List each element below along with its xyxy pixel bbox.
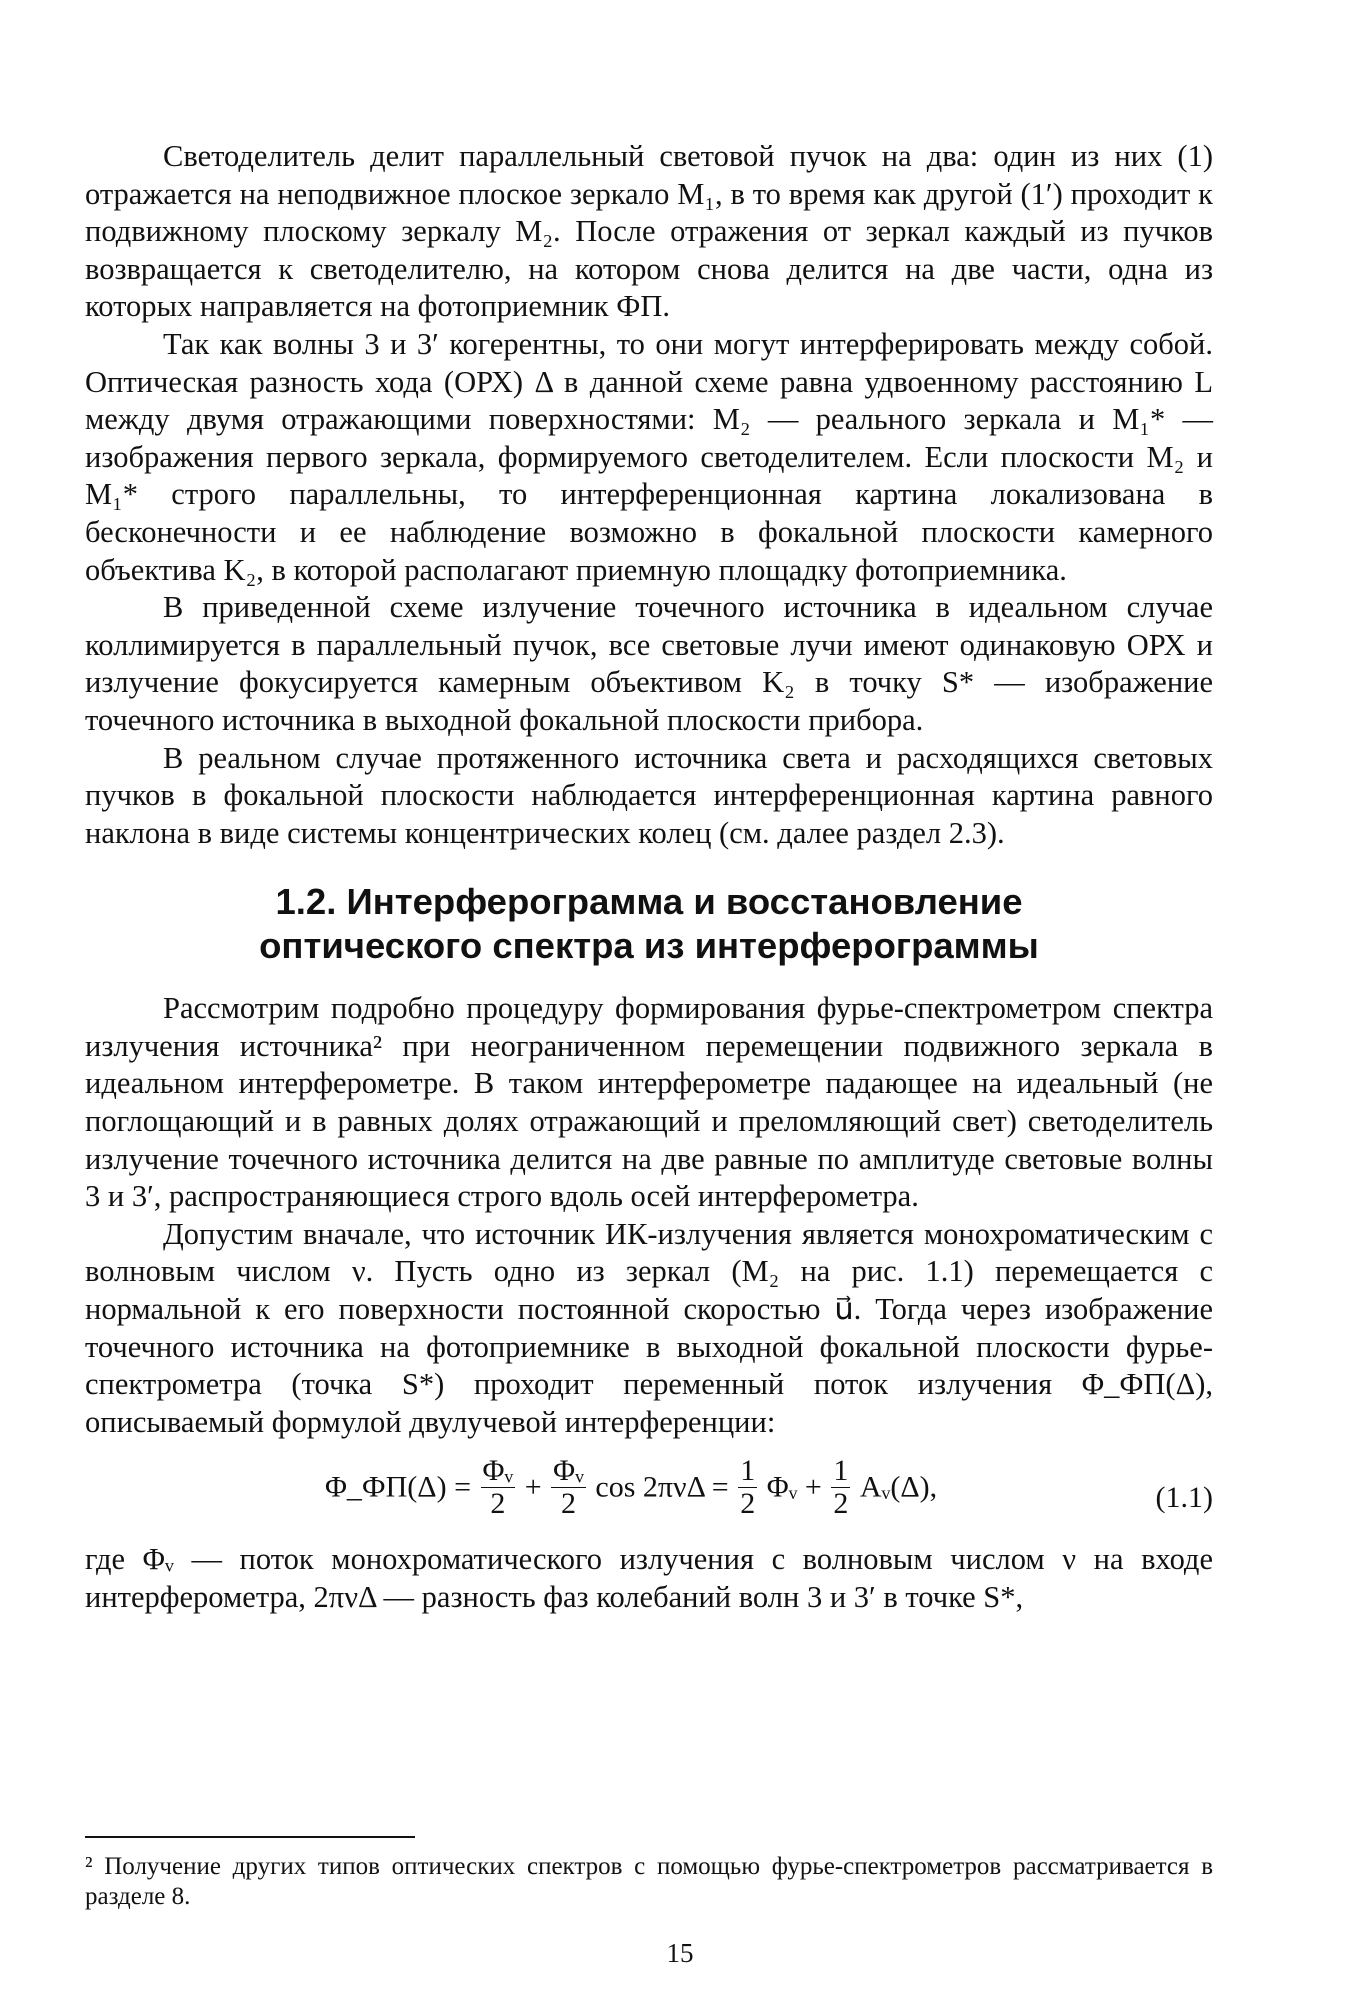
page-number: 15: [666, 1938, 694, 1968]
paragraph: Светоделитель делит параллельный световой пучок на два: один из них (1) отражается на неподвижное плоское зеркало M₁, в то время как другой (1′) проходит к подвижному плоскому зеркалу M₂. После отражения от зеркал каждый из пучков возвращается к светоделителю, на котором снова делится на две части, одна из которых направляется на фотоприемник ФП.: [85, 139, 1213, 324]
formula-fraction: [738, 1455, 757, 1520]
section-heading-line-1: 1.2. Интерферограмма и восстановление: [275, 881, 1023, 923]
fraction-denominator: 2: [740, 1487, 756, 1521]
formula-expression: [325, 1455, 937, 1520]
paragraph: Допустим вначале, что источник ИК-излучения является монохроматическим с волновым числом ν. Пусть одно из зеркал (M₂ на рис. 1.1) перемещается с нормальной к его поверхности постоянной скоростью u⃗. Тогда через изображение точечного источника на фотоприемнике в выходной фокальной плоскости фурье-спектрометра (точка S*) проходит переменный поток излучения Φ_ФП(Δ), описываемый формулой двулучевой интерференции:: [85, 1216, 1213, 1439]
formula-lhs: Φ_ФП(Δ) =: [325, 1471, 471, 1505]
body-text: [85, 138, 1213, 1617]
fraction-numerator: 1: [833, 1454, 849, 1488]
paragraph: Так как волны 3 и 3′ когерентны, то они могут интерферировать между собой. Оптическая разность хода (ОРХ) Δ в данной схеме равна удвоенному расстоянию L между двумя отражающими поверхностями: M₂ — реального зеркала и M₁* — изображения первого зеркала, формируемого светоделителем. Если плоскости M₂ и M₁* строго параллельны, то интерференционная картина локализована в бесконечности и ее наблюдение возможно в фокальной плоскости камерного объектива K₂, в которой располагают приемную площадку фотоприемника.: [85, 326, 1213, 587]
fraction-denominator: 2: [490, 1487, 506, 1521]
fraction-numerator: 1: [740, 1454, 756, 1488]
footnote-divider: [85, 1836, 415, 1838]
formula-fraction: [551, 1455, 586, 1520]
fraction-numerator: Φᵥ: [553, 1454, 584, 1488]
section-heading: [85, 880, 1213, 968]
formula-number: (1.1): [1155, 1481, 1213, 1515]
formula-1-1: [85, 1441, 1213, 1541]
fraction-numerator: Φᵥ: [482, 1454, 514, 1488]
formula-cos-term: cos 2πνΔ =: [595, 1471, 729, 1505]
formula-term-4: Aᵥ(Δ),: [859, 1471, 938, 1505]
paragraph: Рассмотрим подробно процедуру формирования фурье-спектрометром спектра излучения источника² при неограниченном перемещении подвижного зеркала в идеальном интерферометре. В таком интерферометре падающее на идеальный (не поглощающий и в равных долях отражающий и преломляющий свет) светоделитель излучение точечного источника делится на две равные по амплитуде световые волны 3 и 3′, распространяющиеся строго вдоль осей интерферометра.: [85, 991, 1213, 1214]
fraction-denominator: 2: [561, 1487, 577, 1521]
formula-plus: +: [524, 1471, 542, 1505]
formula-fraction: [481, 1455, 516, 1520]
fraction-denominator: 2: [833, 1487, 849, 1521]
formula-term-3: Φᵥ +: [766, 1471, 822, 1505]
footnote: ² Получение других типов оптических спектров с помощью фурье-спектрометров рассматривается в разделе 8.: [85, 1853, 1213, 1910]
section-heading-line-2: оптического спектра из интерферограммы: [259, 925, 1039, 967]
paragraph: где Φᵥ — поток монохроматического излучения с волновым числом ν на входе интерферометра, 2πνΔ — разность фаз колебаний волн 3 и 3′ в точке S*,: [85, 1542, 1213, 1614]
paragraph: В приведенной схеме излучение точечного источника в идеальном случае коллимируется в параллельный пучок, все световые лучи имеют одинаковую ОРХ и излучение фокусируется камерным объективом K₂ в точку S* — изображение точечного источника в выходной фокальной плоскости прибора.: [85, 590, 1213, 737]
paragraph: В реальном случае протяженного источника света и расходящихся световых пучков в фокальной плоскости наблюдается интерференционная картина равного наклона в виде системы концентрических колец (см. далее раздел 2.3).: [85, 740, 1213, 850]
formula-fraction: [831, 1455, 850, 1520]
